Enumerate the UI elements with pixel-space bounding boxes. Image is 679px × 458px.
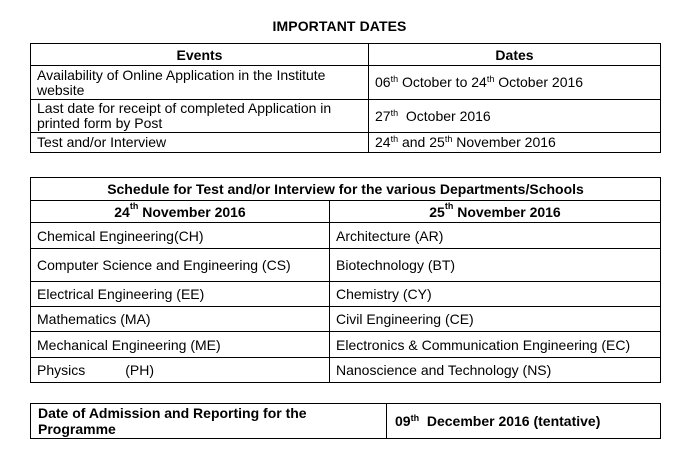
table-row xyxy=(31,100,661,133)
table-row xyxy=(31,66,661,100)
event-cell: Test and/or Interview xyxy=(31,133,369,153)
department-cell: Physics (PH) xyxy=(31,358,330,383)
admission-date: 09th December 2016 (tentative) xyxy=(387,404,661,439)
department-cell: Chemistry (CY) xyxy=(330,282,661,307)
schedule-table xyxy=(30,177,661,383)
event-cell: Last date for receipt of completed Application in printed form by Post xyxy=(31,100,369,133)
day2-header: 25th November 2016 xyxy=(330,201,661,223)
event-cell: Availability of Online Application in the Institute website xyxy=(31,66,369,100)
date-cell: 06th October to 24th October 2016 xyxy=(369,66,661,100)
department-cell: Architecture (AR) xyxy=(330,223,661,249)
page-title: IMPORTANT DATES xyxy=(272,18,407,34)
department-cell: Mathematics (MA) xyxy=(31,307,330,332)
table-row xyxy=(31,223,661,249)
admission-label: Date of Admission and Reporting for the Programme xyxy=(31,404,387,439)
department-cell: Biotechnology (BT) xyxy=(330,249,661,282)
department-cell: Electronics & Communication Engineering (EC) xyxy=(330,332,661,358)
department-cell: Chemical Engineering(CH) xyxy=(31,223,330,249)
table-row xyxy=(31,332,661,358)
table-row xyxy=(31,358,661,383)
department-cell: Civil Engineering (CE) xyxy=(330,307,661,332)
events-header: Events xyxy=(31,44,369,66)
schedule-title: Schedule for Test and/or Interview for the various Departments/Schools xyxy=(31,178,661,201)
important-dates-table xyxy=(30,43,661,153)
department-cell: Nanoscience and Technology (NS) xyxy=(330,358,661,383)
admission-table xyxy=(30,403,661,439)
department-cell: Mechanical Engineering (ME) xyxy=(31,332,330,358)
department-cell: Computer Science and Engineering (CS) xyxy=(31,249,330,282)
department-cell: Electrical Engineering (EE) xyxy=(31,282,330,307)
table-row xyxy=(31,249,661,282)
table-header-row xyxy=(31,44,661,66)
date-cell: 24th and 25th November 2016 xyxy=(369,133,661,153)
table-row xyxy=(31,133,661,153)
day1-header: 24th November 2016 xyxy=(31,201,330,223)
dates-header: Dates xyxy=(369,44,661,66)
date-cell: 27th October 2016 xyxy=(369,100,661,133)
table-row xyxy=(31,307,661,332)
table-row xyxy=(31,404,661,439)
table-row xyxy=(31,282,661,307)
